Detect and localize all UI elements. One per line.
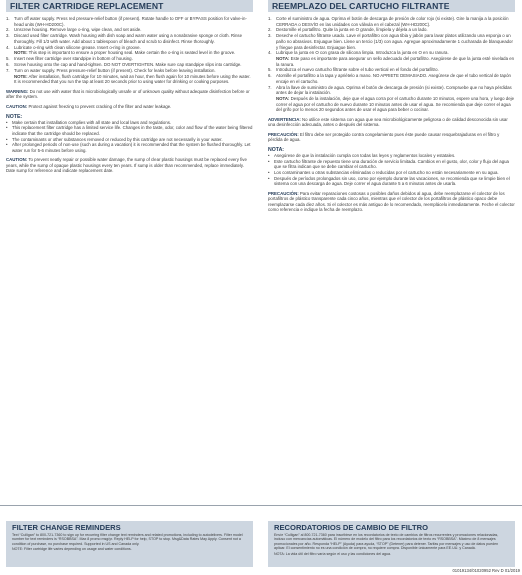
step-note	[14, 50, 253, 56]
warning-text: No utilice este sistema con agua que sea microbiológicamente peligrosa o de calidad desconocida sin usar una desinfección adecuada, antes o después del sistema.	[268, 116, 508, 128]
english-caution-freeze	[6, 104, 253, 110]
section-divider	[0, 505, 522, 506]
step-item	[268, 85, 515, 113]
step-text: Introduzca el nuevo cartucho filtrante sobre el tubo vertical en el fondo del portafiltro.	[276, 67, 439, 73]
caution-label: PRECAUCIÓN:	[268, 131, 299, 137]
note-item: • Asegúrese de que la instalación cumpla con todas las leyes y reglamentos locales y estatales.	[268, 153, 515, 159]
step-number: 2.	[6, 27, 10, 33]
caution-label: CAUTION:	[6, 104, 28, 109]
warning-text: Do not use with water that is microbiologically unsafe or of unknown quality without adequate disinfection before or after the system.	[6, 88, 250, 100]
spanish-reminder-note: NOTA: La vida útil del filtro varía según el uso y las condiciones del agua.	[274, 551, 391, 556]
spanish-warning	[268, 117, 515, 128]
step-number: 5.	[6, 56, 10, 62]
step-item	[6, 45, 253, 56]
caution-label: CAUTION:	[6, 157, 28, 163]
english-reminder-box	[6, 521, 253, 567]
step-item	[6, 33, 253, 44]
step-text: Insert new filter cartridge over standpipe in bottom of housing.	[14, 56, 133, 62]
step-number: 5.	[268, 67, 272, 73]
step-text: Destornille el portafiltro. Quite la junta en O grande, límpiela y déjela a un lado.	[276, 27, 428, 33]
step-note-text: Este paso es importante para asegurar un sello adecuado del portafiltro. Asegúrese de que la junta esté nivelada en la ranura.	[276, 56, 515, 67]
step-text: Deseche el cartucho filtrante usado. Lave el portafiltro con agua tibia y jabón para lavar platos utilizando una esponja o un paño no abrasivos. Enjuague bien. Llene un tercio (1/3) con agua. Agregue aproximadamente 1 cucharada de blanqueador y friegue para desinfectar. Enjuague bien.	[276, 33, 513, 50]
english-title-bar	[6, 0, 253, 12]
caution-label: PRECAUCIÓN:	[268, 190, 299, 196]
step-item	[6, 62, 253, 68]
step-note-label: NOTA:	[276, 56, 290, 61]
spanish-reminder-text: Envíe “Culligan” al 800-721-7360 para inscribirse en los recordatorios de texto de cambios de filtros recurrentes y promociones relacionadas, incluso con mercancías automáticas. El número de modelo del filtro para los recordatorios de texto es “RSOBBSA”. Máximo de 8 mensajes promocionales por año. Responda “HELP” (Ayuda) para ayuda, “STOP” (Detener) para detener. Tarifas por mensajes y uso de datos pueden aplicar. El consentimiento no es una condición de compra, no requiere compra. Disponible únicamente para EE.UU. y Canadá.	[274, 533, 499, 551]
step-note	[276, 56, 515, 67]
step-item	[268, 27, 515, 33]
note-item: • Make certain that installation complies with all state and local laws and regulations.	[6, 120, 253, 126]
step-item	[6, 56, 253, 62]
step-text: Screw housing onto the cap and hand-tighten. DO NOT OVERTIGHTEN. Make sure cap standpipe slips into cartridge.	[14, 62, 242, 68]
caution-text: El filtro debe ser protegido contra congelamiento pues éste puede causar resquebrajaduras en el filtro y pérdida de agua.	[268, 131, 500, 143]
step-number: 2.	[268, 27, 272, 33]
step-number: 4.	[6, 44, 10, 50]
english-column	[6, 0, 253, 174]
step-text: Lubrique la junta en O con grasa de silicona limpia. Introduzca la junta en O en su ranura.	[276, 50, 449, 56]
note-item: • After prolonged periods of non-use (such as during a vacation) it is recommended that the system be flushed thoroughly. Let water run for 5-6 minutes before using.	[6, 142, 253, 153]
step-note-text: This step is important to ensure a proper housing seal. Make certain the o-ring is seated level in the groove.	[28, 50, 236, 56]
english-note-title: NOTE:	[6, 113, 23, 120]
caution-text: To prevent neatly repair or possible water damage, the sump of clear plastic housings must be replaced every five years, while the sump of opaque plastic housings every ten years. If sump is older than recommended, replace immediately. Date sump for reference and indicate replacement date.	[6, 157, 247, 174]
step-note-label: NOTE:	[14, 50, 28, 56]
english-reminder-title: FILTER CHANGE REMINDERS	[12, 523, 121, 532]
step-number: 6.	[268, 73, 272, 79]
step-note	[276, 96, 515, 113]
english-title: FILTER CARTRIDGE REPLACEMENT	[10, 1, 164, 11]
step-text: Atornille el portafiltro a la tapa y apriételo a mano. NO APRIETE DEMASIADO. Asegúrese de que el tubo vertical de tapón encaje en el cartucho.	[276, 73, 511, 84]
english-notes	[6, 120, 253, 154]
spanish-title: REEMPLAZO DEL CARTUCHO FILTRANTE	[272, 1, 450, 11]
step-text: Turn off water supply. Press red pressure-relief button (if present). Rotate handle to OFF or BYPASS position for valve-in-head units (WH-HD200C).	[14, 16, 247, 27]
step-number: 3.	[6, 33, 10, 39]
step-text: Lubricate o-ring with clean silicone grease. Insert o-ring in groove.	[14, 44, 141, 50]
english-reminder-text: Text “Culligan” to 800-721-7360 to sign up for recurring filter change text reminders and related promotions, including to autodelivers. Filter model number for text reminders is “RSOBBSA”. Max 8 promo msg/yr. Reply HELP for help, STOP to stop. Msg&Data Rates May Apply. Consent not a condition of purchase, no purchase required. Supported in US and Canada only.	[12, 533, 243, 546]
english-reminder-note: NOTE: Filter cartridge life varies depending on usage and water conditions.	[12, 547, 132, 552]
step-note-label: NOTE:	[14, 73, 28, 79]
step-item	[6, 68, 253, 85]
spanish-title-bar	[268, 0, 515, 12]
step-item	[268, 67, 515, 73]
step-number: 4.	[268, 50, 272, 56]
note-item: • The contaminants or other substances removed or reduced by this cartridge are not necessarily in your water.	[6, 137, 253, 143]
step-note-text: After installation, flush cartridge for 10 minutes, wait an hour, then flush again for 10 minutes before using the water. It is recommended that you run the tap at least 20 seconds prior to using water for drinking or cooking purposes.	[14, 73, 251, 85]
step-note	[14, 74, 253, 85]
step-number: 7.	[6, 68, 10, 74]
warning-label: ADVERTENCIA:	[268, 116, 301, 122]
document-code: 01019134/01020952 Rev D 01/2019	[452, 568, 520, 573]
step-item	[268, 33, 515, 50]
step-note-label: NOTA:	[276, 96, 290, 101]
step-note-text: Después de la instalación, deje que el agua corra por el cartucho durante 10 minutos, espere una hora, y luego deje correr el agua por el cartucho de nuevo durante 10 minutos antes de usar el agua. Se recomienda que deje correr el agua del grifo por lo menos 20 segundos antes de usar el agua para beber o cocinar.	[276, 96, 515, 113]
note-item: • Después de períodos prolongados sin uso, como por ejemplo durante las vacaciones, se recomienda que se limpie bien el sistema con una descarga de agua. Deje correr el agua durante 5 a 6 minutos antes de usarla.	[268, 176, 515, 187]
step-text: Discard used filter cartridge. Wash housing with dish soap and warm water using a nonabrasive sponge or cloth. Rinse thoroughly. Fill 1/3 with water. Add about 1 tablespoon of bleach and scrub to disinfect. Rinse thoroughly.	[14, 33, 243, 44]
step-number: 3.	[268, 33, 272, 39]
step-item	[268, 50, 515, 67]
note-item: • Los contaminantes u otras substancias eliminadas o reducidas por el cartucho no están necesariamente en su agua.	[268, 170, 515, 176]
step-text: Turn on water supply. Press pressure-relief button (if present). Check for leaks before leaving installation.	[14, 68, 216, 74]
caution-text: Para evitar reparaciones costosas o posibles daños debidos al agua, debe reemplazarse el colector de los portafiltros de plástico transparente cada cinco años, mientras que el colector de los portafiltros de plástico opaco debe reemplazarse cada diez años. Si el colector es más antiguo de lo recomendado, reemplácelo inmediatamente. Feche el colector como referencia e indique la fecha de reemplazo.	[268, 190, 515, 213]
english-steps	[6, 16, 253, 85]
note-item: • This replacement filter cartridge has a limited service life. Changes in the taste, odor, color and flow of the water being filtered indicate that the cartridge should be replaced.	[6, 125, 253, 136]
spanish-notes	[268, 153, 515, 187]
english-caution-sump	[6, 157, 253, 174]
step-text: Corte el suministro de agua. Oprima el botón de descarga de presión de color rojo (si existe). Gire la manija a la posición CERRADA o DESVÍO en las unidades con válvula en el cabezal (WH-HD200C).	[276, 16, 509, 27]
spanish-note-title: NOTA:	[268, 146, 285, 153]
english-warning	[6, 89, 253, 100]
caution-text: Protect against freezing to prevent cracking of the filter and water leakage.	[28, 104, 172, 109]
step-number: 7.	[268, 84, 272, 90]
step-number: 1.	[6, 16, 10, 21]
note-item: • Este cartucho filtrante de repuesto tiene una duración de servicio limitada. Cambios en el gusto, olor, color y flujo del agua que se filtra indican que se debe cambiar el cartucho.	[268, 159, 515, 170]
step-number: 1.	[268, 16, 272, 21]
step-item	[268, 16, 515, 27]
spanish-column	[268, 0, 515, 213]
step-item	[268, 73, 515, 84]
spanish-caution-sump	[268, 191, 515, 213]
spanish-caution-freeze	[268, 132, 515, 143]
step-text: Abra la llave de suministro de agua. Oprima el botón de descarga de presión (si existe). Compruebe que no haya pérdidas antes de dejar la instalación.	[276, 84, 512, 96]
step-text: Unscrew housing. Remove large o-ring, wipe clean, and set aside.	[14, 27, 142, 33]
step-item	[6, 27, 253, 33]
step-item	[6, 16, 253, 27]
warning-label: WARNING:	[6, 88, 29, 94]
spanish-steps	[268, 16, 515, 113]
spanish-reminder-box	[268, 521, 515, 567]
spanish-reminder-title: RECORDATORIOS DE CAMBIO DE FILTRO	[274, 523, 428, 532]
step-number: 6.	[6, 62, 10, 68]
